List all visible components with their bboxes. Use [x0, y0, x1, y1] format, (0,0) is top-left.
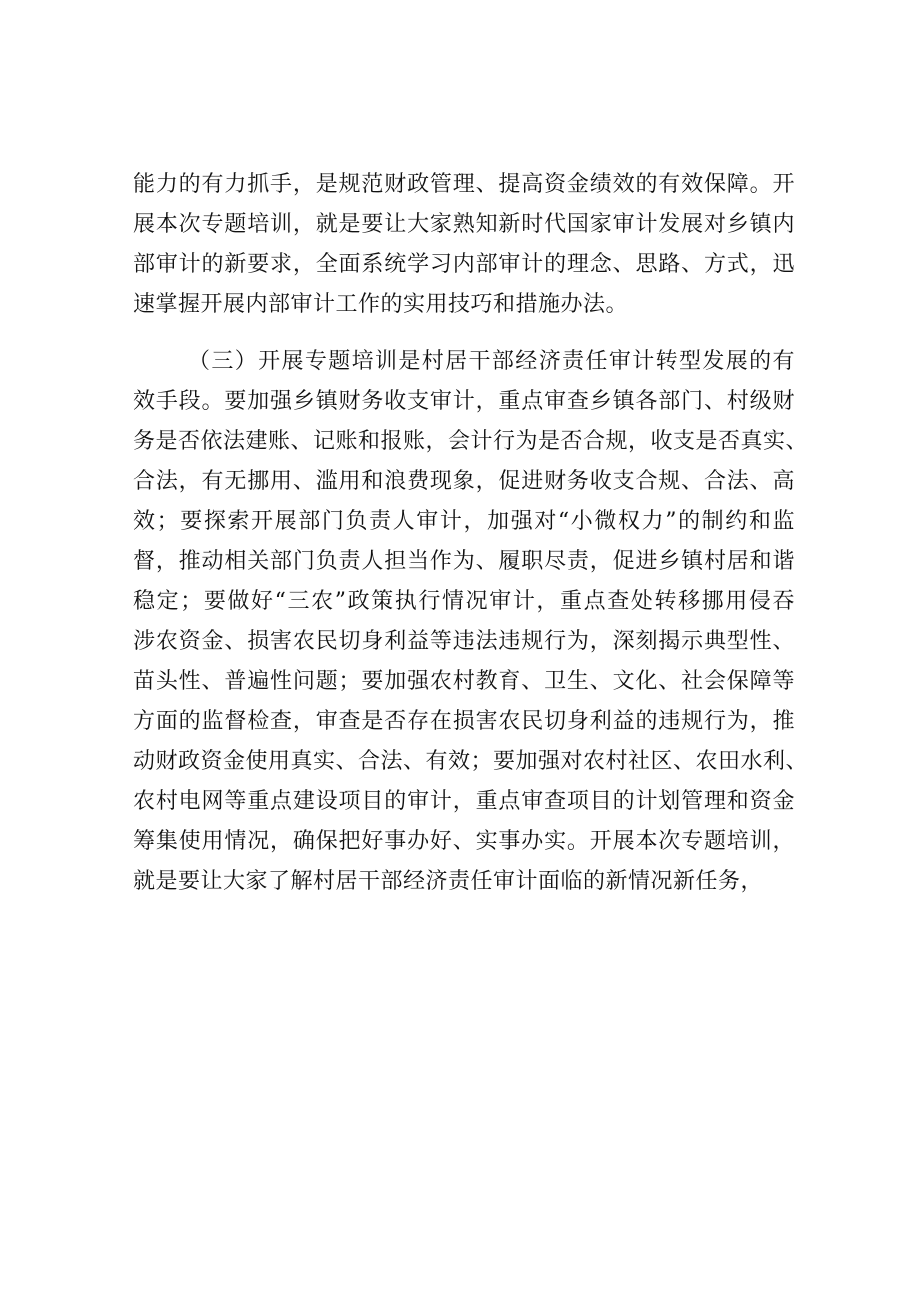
paragraph-line: 筹集使用情况，确保把好事办好、实事办实。开展本次专题培训，: [133, 829, 795, 854]
paragraph-line: 涉农资金、损害农民切身利益等违法违规行为，深刻揭示典型性、: [133, 629, 795, 654]
paragraph-line: 就是要让大家了解村居干部经济责任审计面临的新情况新任务，: [133, 869, 764, 894]
paragraph-section-three: [133, 342, 809, 902]
paragraph-line: 部审计的新要求，全面系统学习内部审计的理念、思路、方式，迅: [133, 252, 795, 277]
paragraph-line: 农村电网等重点建设项目的审计，重点审查项目的计划管理和资金: [133, 789, 795, 814]
paragraph-line: 能力的有力抓手，是规范财政管理、提高资金绩效的有效保障。开: [133, 172, 795, 197]
paragraph-line: 效；要探索开展部门负责人审计，加强对“小微权力”的制约和监: [133, 509, 795, 534]
paragraph-continuation: [133, 165, 795, 325]
paragraph-line: 展本次专题培训，就是要让大家熟知新时代国家审计发展对乡镇内: [133, 212, 795, 237]
section-heading-line: （三）开展专题培训是村居干部经济责任审计转型发展的有: [188, 349, 795, 374]
paragraph-line: 速掌握开展内部审计工作的实用技巧和措施办法。: [133, 292, 629, 317]
paragraph-line: 效手段。要加强乡镇财务收支审计，重点审查乡镇各部门、村级财: [133, 389, 795, 414]
paragraph-line: 务是否依法建账、记账和报账，会计行为是否合规，收支是否真实、: [133, 429, 809, 454]
paragraph-line: 合法，有无挪用、滥用和浪费现象，促进财务收支合规、合法、高: [133, 469, 795, 494]
paragraph-line: 苗头性、普遍性问题；要加强农村教育、卫生、文化、社会保障等: [133, 669, 795, 694]
paragraph-line: 稳定；要做好“三农”政策执行情况审计，重点查处转移挪用侵吞: [133, 589, 795, 614]
paragraph-line: 督，推动相关部门负责人担当作为、履职尽责，促进乡镇村居和谐: [133, 549, 795, 574]
paragraph-line: 动财政资金使用真实、合法、有效；要加强对农村社区、农田水利、: [133, 749, 809, 774]
paragraph-line: 方面的监督检查，审查是否存在损害农民切身利益的违规行为，推: [133, 709, 795, 734]
